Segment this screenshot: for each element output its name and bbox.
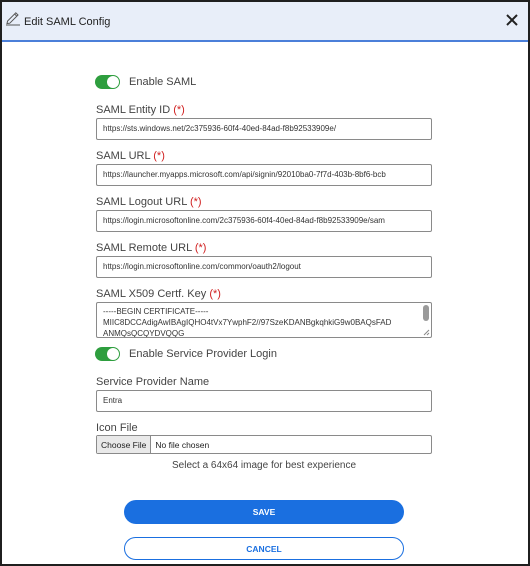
x509-label: SAML X509 Certf. Key (*)	[96, 288, 221, 300]
x509-line: ANMQsQCQYDVQQG	[103, 329, 185, 338]
pencil-icon	[5, 10, 21, 26]
sp-name-input[interactable]: Entra	[96, 390, 432, 412]
required-mark: (*)	[194, 242, 207, 254]
required-mark: (*)	[209, 288, 221, 300]
choose-file-button[interactable]: Choose File	[97, 436, 151, 453]
icon-file-label: Icon File	[96, 422, 138, 434]
cancel-button[interactable]: CANCEL	[124, 537, 404, 560]
textarea-scrollbar[interactable]	[423, 305, 429, 321]
required-mark: (*)	[173, 104, 185, 116]
dialog-header	[2, 2, 528, 42]
enable-saml-row	[95, 74, 196, 90]
remote-url-label: SAML Remote URL (*)	[96, 242, 207, 254]
x509-textarea[interactable]	[96, 302, 432, 338]
save-button[interactable]: SAVE	[124, 500, 404, 524]
enable-saml-label: Enable SAML	[129, 76, 197, 88]
sp-name-label: Service Provider Name	[96, 376, 210, 388]
enable-sp-login-label: Enable Service Provider Login	[129, 348, 277, 360]
entity-id-label: SAML Entity ID (*)	[96, 104, 185, 116]
resize-grip-icon[interactable]	[423, 329, 430, 336]
enable-sp-login-row	[95, 346, 277, 362]
required-mark: (*)	[153, 150, 165, 162]
dialog-title: Edit SAML Config	[24, 16, 111, 28]
logout-url-input[interactable]: https://login.microsoftonline.com/2c375936-60f4-40ed-84ad-f8b92533909e/sam	[96, 210, 432, 232]
file-status: No file chosen	[155, 439, 210, 450]
icon-file-input[interactable]	[96, 435, 432, 454]
x509-line: MIIC8DCCAdigAwIBAgIQHO4tVx7YwphF2//97SzeKDANBgkqhkiG9w0BAQsFAD	[103, 318, 392, 327]
entity-id-input[interactable]: https://sts.windows.net/2c375936-60f4-40ed-84ad-f8b92533909e/	[96, 118, 432, 140]
icon-size-hint: Select a 64x64 image for best experience	[172, 460, 356, 471]
required-mark: (*)	[189, 196, 202, 208]
x509-line: -----BEGIN CERTIFICATE-----	[103, 307, 209, 316]
logout-url-label: SAML Logout URL (*)	[96, 196, 202, 208]
saml-url-label: SAML URL (*)	[96, 150, 165, 162]
saml-url-input[interactable]: https://launcher.myapps.microsoft.com/api/signin/92010ba0-7f7d-403b-8bf6-bcb	[96, 164, 432, 186]
enable-saml-toggle[interactable]	[95, 75, 120, 89]
remote-url-input[interactable]: https://login.microsoftonline.com/common/oauth2/logout	[96, 256, 432, 278]
enable-sp-login-toggle[interactable]	[95, 347, 120, 361]
close-icon[interactable]	[504, 12, 520, 28]
